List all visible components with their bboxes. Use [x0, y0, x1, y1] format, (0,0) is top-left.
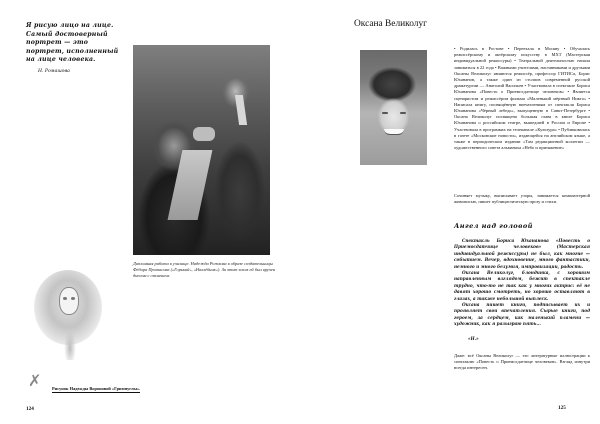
quote-signature: «Н.»: [468, 336, 479, 341]
page-number-right: 125: [558, 405, 566, 411]
page-title: Оксана Великолуг: [354, 19, 428, 29]
photo-figure-collar: [235, 95, 247, 125]
portrait-smile: [384, 129, 404, 135]
portrait-eye: [382, 112, 388, 114]
author-portrait-photo: [360, 50, 427, 165]
epigraph-author: Н. Ромашова: [38, 69, 70, 74]
epigraph: Я рисую лицо на лице. Самый достоверный портрет — это портрет, исполненный на лице человека.: [26, 22, 119, 64]
biography-text: • Родилась в Ростове • Переехала в Москву • Обучалась режиссёрскому и актёрскому искусству в МХТ (Мастерская индивидуальной режиссуры) • Театральной деятельностью начала заниматься в 22 года • Важными учителями, наставниками и друзьями Оксаны Великолуг являются режиссёр, профессор ГИТИСа, Борис Юхананов, а также один из столпов современной русской драматургии — Анатолий Васильев • Участвовала в спектакле Бориса Юхананова «Повесть о Приемосдатчице человеков» • Является сценаристом и режиссёром фильма «Маленький мёртвый Никто» • Написала книгу, посвящённую впечатлениям от спектакля Бориса Юхананова «Чёрный лебедь», выпущенную в Санкт-Петербурге • Оксана Великолуг посвящена большая глава в книге Бориса Юхананова о российском театре, вышедшей в России и Европе • Участвовала в программах на телеканале «Культура» • Публиковалась в газете «Московские новости», издающейся на английском языке, а также в периодическом издании «Там редакционной коллегии — художественного совета альманаха «Небо и притяжение»: [454, 46, 590, 151]
quote-paragraph: Спектакль Бориса Юхананова «Повесть о Приемосдатчице человеков» (Мастерская индивидуальной режиссуры) не был, как многие — событием. Вечер, вдохновение, много фантастики, немного и много безумия, импровизации, радость.: [454, 238, 590, 269]
drawing-body: [64, 330, 76, 360]
drawing-caption: Рисунок Надежды Вороновой «Гримпуглы».: [52, 386, 141, 391]
biography-extra: Сочиняет музыку, выписывает узоры, занимается компьютерной живописью, пишет публицистическую прозу и стихи.: [454, 193, 590, 205]
drawing-face: [59, 287, 79, 315]
quote-paragraph: Оксана Великолуг, блондинка, с хорошим направленным взглядом, бежит в спектакле трудно, что-то не так как у многих актрис: её не давят хорошо смотреть, но хорошо оставляют в глазах, а также небольшой выплеск.: [454, 270, 590, 301]
drawing-eye: [71, 297, 75, 300]
photo-caption: Дипломная работа в училище. Надежда Рожкова в образе создательницы Фёдора Протасова («Горький», «Нахлёбник»). За этот эскиз ей был вручен диплом с отличием.: [133, 261, 276, 278]
photo-figure-hand: [193, 127, 215, 141]
photo-figure-shirt: [168, 150, 213, 220]
page-number-left: 124: [26, 406, 34, 412]
drawing-eye: [63, 297, 67, 300]
afterword-text: Даже: всё Оксаны Великолуг — это литературные иллюстрации к спектаклю «Повесть о Приемосдатчице человеков». Взгляд изнутри всегда интересен.: [454, 353, 590, 371]
review-quote: [454, 238, 590, 328]
portrait-drawing: [28, 270, 108, 370]
section-heading: Ангел над головой: [454, 222, 533, 230]
signature-mark-icon: ✗: [28, 371, 42, 390]
right-page: [300, 0, 600, 424]
portrait-eye: [400, 112, 406, 114]
theatre-scene-photo: [133, 45, 270, 255]
quote-paragraph: Оксана пишет книги, подписывает их и проявляет свои впечатления. Сырые книги, под героем, за сердцем, как маленький пламени — художник, как я разыграю пять...: [454, 302, 590, 327]
